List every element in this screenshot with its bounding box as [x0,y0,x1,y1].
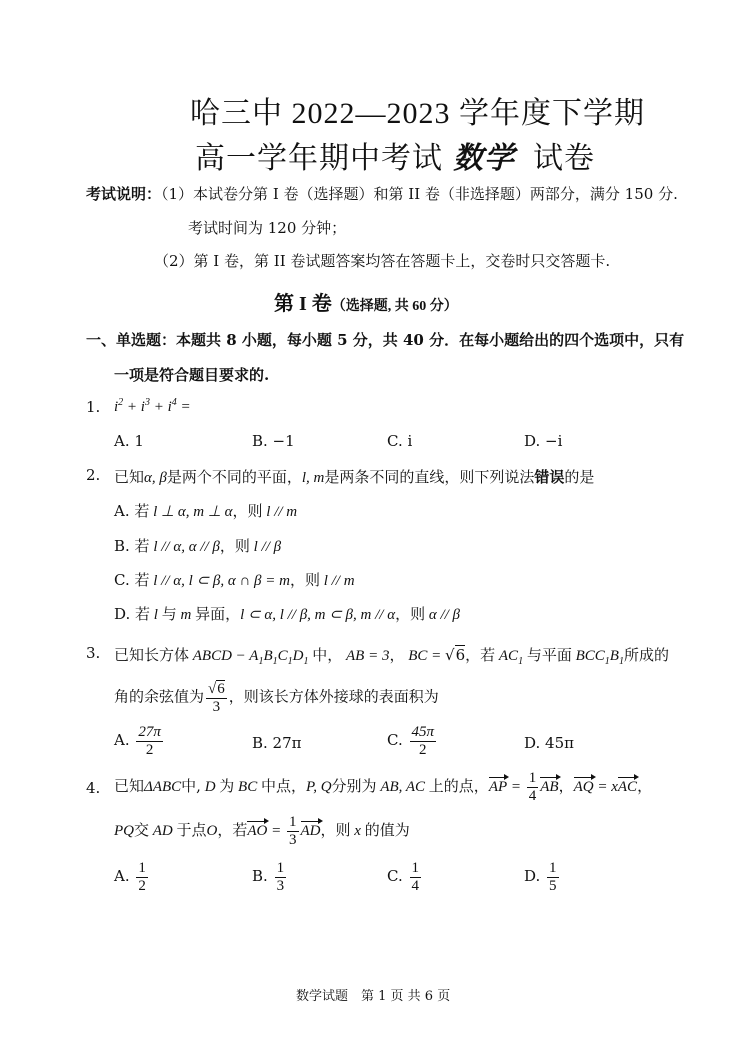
instructions-item1: （1）本试卷分第 I 卷（选择题）和第 II 卷（非选择题）两部分，满分 150 分. [161,185,678,203]
q2-opt-c-label: C. 若 [114,571,150,589]
q4-stem2-b: 于点 [176,821,207,839]
q2-stem [114,466,594,487]
q4-opt-d-label: D. [524,867,541,885]
q4-stem-line2: PQ交 AD 于点O，若AO = $\frac{1}{3}$ AD，则 x 的值为 [114,814,410,848]
q3-number: 3. [86,644,101,662]
q4-opt-b-label: B. [252,867,268,885]
part1-heading-line1: 一、单选题：本题共 8 小题，每小题 5 分，共 40 分．在每小题给出的四个选项中，只有 [86,331,685,349]
section-heading [274,287,458,316]
q3-opt-a-label: A. [114,731,130,749]
title-subject: 数学 [453,141,515,176]
q1-option-d: D. −i [524,432,563,450]
q4-option-a: A. $\frac{1}{2}$ [114,860,146,894]
q2-opt-a-then: ，则 [232,502,263,520]
instructions-item1-cont: 考试时间为 120 分钟； [188,219,347,237]
q1-option-a: A. 1 [114,432,144,450]
part1-heading-line2: 一项是符合题目要求的. [114,366,270,384]
q4-stem-e: 分别为 [331,777,377,795]
q4-stem-c: 为 [219,777,235,795]
q2-stem-d: 的是 [564,468,595,486]
q2-planes: α, β [144,470,167,486]
q4-opt-a-label: A. [114,867,130,885]
q4-stem-f: 上的点， [428,777,489,795]
q2-number: 2. [86,466,101,484]
q3-stem-d: 与平面 [526,646,572,664]
q1-option-c: C. i [387,432,413,450]
section-title: 第 I 卷 [274,293,332,315]
q3-stem-e: 所成的 [623,646,669,664]
q3-stem-line1: 已知长方体 ABCD − $A_1B_1C_1D_1$ 中， AB = 3， BC = √6，若 $AC_1$ 与平面 $BCC_1B_1$所成的 [114,646,669,667]
q2-opt-b-then: ，则 [219,537,250,555]
q3-opt-c-label: C. [387,731,403,749]
title-suffix: 试卷 [533,142,595,175]
instructions-label: 考试说明： [86,185,162,203]
q4-stem2-c: ，若 [217,821,248,839]
q2-option-c: C. 若 l // α, l ⊂ β, α ∩ β = m，则 l // m [114,571,355,589]
exam-title-line2 [195,133,595,177]
instructions-item2: （2）第 I 卷，第 II 卷试题答案均答在答题卡上，交卷时只交答题卡. [154,252,611,270]
q3-stem-line2: 角的余弦值为 $\frac{√6}{3}$ ，则该长方体外接球的表面积为 [114,681,439,715]
q3-stem-a: 已知长方体 [114,646,190,664]
instructions-line1 [86,183,678,204]
q4-stem-d: 中点， [260,777,306,795]
q1-expression: $i^2 + i^3 + i^4$ = [114,397,191,415]
q4-stem-line1: 已知ΔABC中, D 为 BC 中点，P, Q分别为 AB, AC 上的点，AP = $\frac{1}{4}$ AB，AQ = xAC， [114,770,653,804]
q4-stem2-d: ，则 [320,821,351,839]
q4-stem-b: 中, [181,777,201,795]
q4-stem2-a: 交 [134,821,150,839]
q2-stem-c: 是两条不同的直线，则下列说法 [324,468,535,486]
q3-option-a: A. $\frac{27\pi}{2}$ [114,724,161,758]
q2-stem-bold: 错误 [534,468,565,486]
q2-opt-d-label: D. 若 [114,605,151,623]
q3-stem2-b: ，则该长方体外接球的表面积为 [228,687,439,706]
q3-option-c: C. $\frac{45\pi}{2}$ [387,724,435,758]
q3-option-d: D. 45π [524,734,574,752]
q4-number: 4. [86,779,101,797]
q2-lines: l, m [301,470,325,486]
q2-opt-b-label: B. 若 [114,537,150,555]
q3-stem-b: 中， [312,646,343,664]
exam-title-line1: 哈三中 2022—2023 学年度下学期 [190,97,645,130]
q1-option-b: B. −1 [252,432,295,450]
q1-number: 1. [86,398,101,416]
q4-opt-c-label: C. [387,867,403,885]
q4-option-c: C. $\frac{1}{4}$ [387,860,419,894]
q2-option-b: B. 若 l // α, α // β，则 l // β [114,537,282,555]
q2-opt-d-then: ，则 [395,605,426,623]
q2-stem-a: 已知 [114,468,145,486]
q4-stem-a: 已知 [114,777,145,795]
q4-stem2-e: 的值为 [364,821,410,839]
q2-opt-a-label: A. 若 [114,502,150,520]
section-note: （选择题, 共 60 分） [331,299,458,314]
q3-stem2-a: 角的余弦值为 [114,687,205,706]
q4-option-b: B. $\frac{1}{3}$ [252,860,285,894]
q2-option-d: D. 若 l 与 m 异面，l ⊂ α, l // β, m ⊂ β, m // α，则 α // β [114,605,461,623]
q4-option-d: D. $\frac{1}{5}$ [524,860,557,894]
page-footer: 数学试题 第 1 页 共 6 页 [296,989,451,1004]
q2-option-a: A. 若 l ⊥ α, m ⊥ α，则 l // m [114,502,298,520]
q2-stem-b: 是两个不同的平面， [166,468,302,486]
q2-opt-c-then: ，则 [289,571,320,589]
title-grade: 高一学年期中考试 [195,142,443,175]
q3-stem-c: ，若 [465,646,496,664]
q3-option-b: B. 27π [252,734,302,752]
